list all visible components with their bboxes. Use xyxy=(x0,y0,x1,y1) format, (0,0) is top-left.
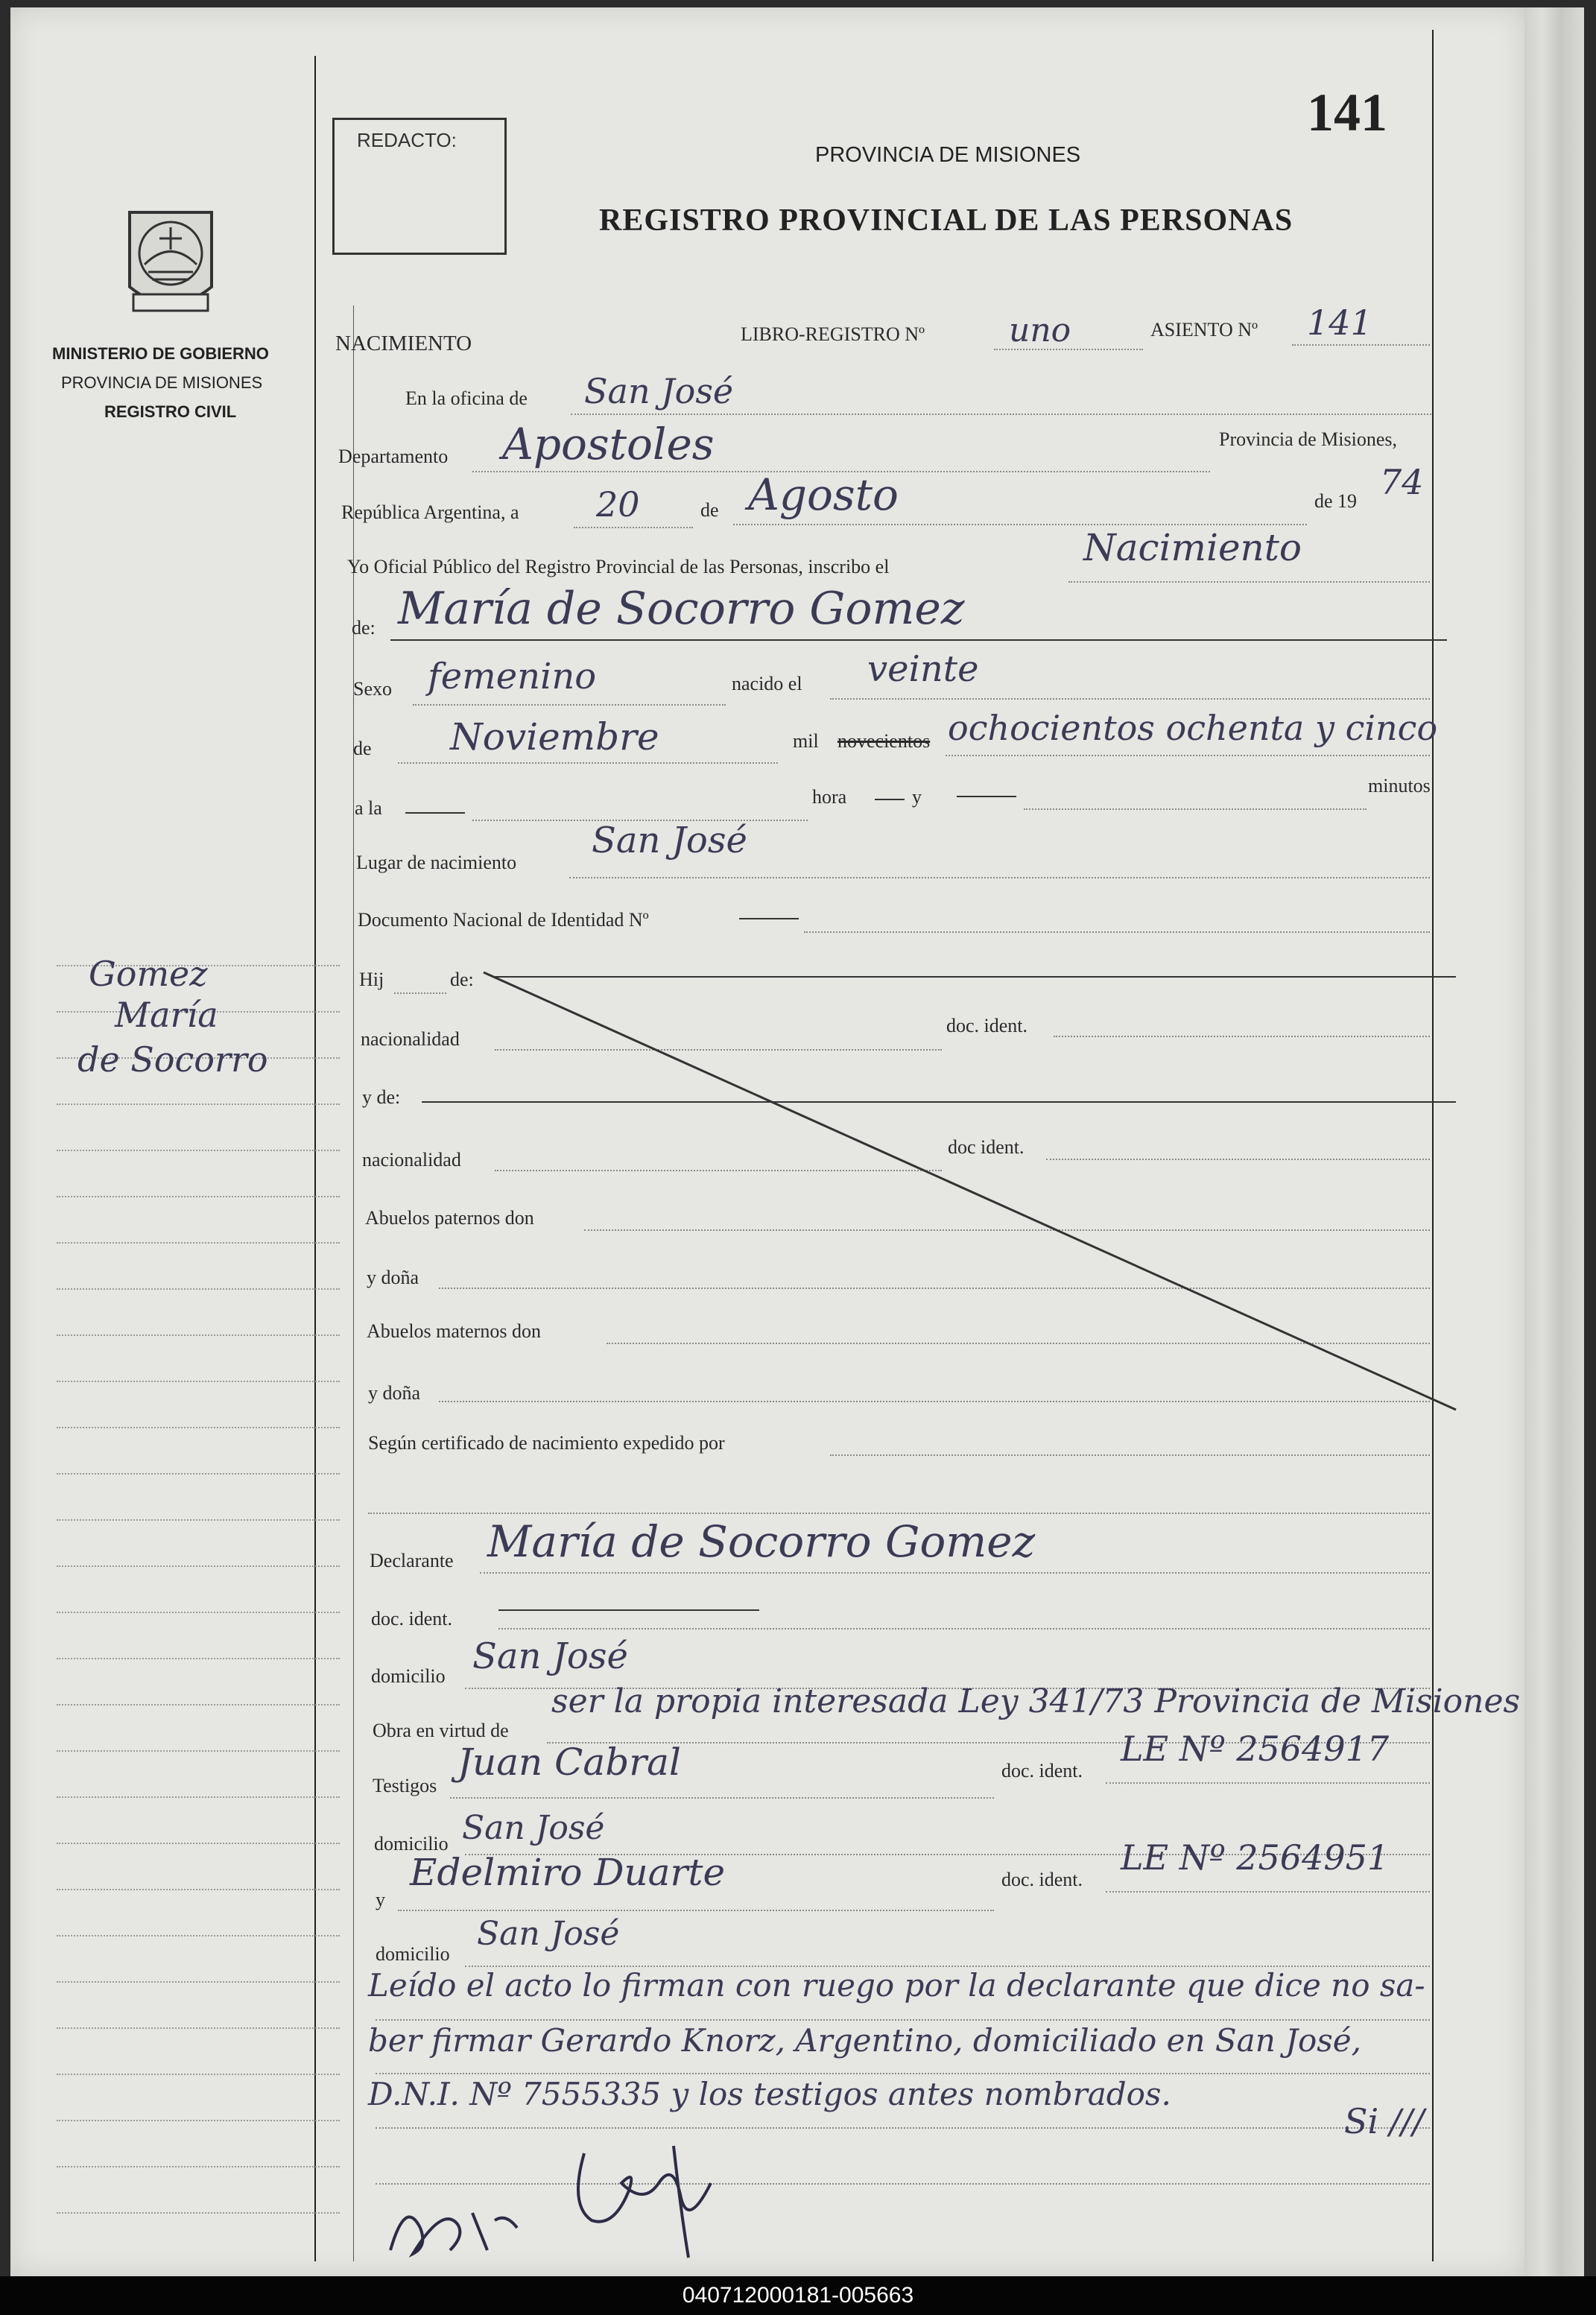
mil-struck-label: novecientos xyxy=(837,730,931,752)
registry-title: REGISTRO PROVINCIAL DE LAS PERSONAS xyxy=(599,203,1293,238)
asiento-value: 141 xyxy=(1307,303,1372,343)
redacto-box xyxy=(332,118,507,255)
province-heading: PROVINCIA DE MISIONES xyxy=(815,143,1081,167)
doc-ident-testigo2-label: doc. ident. xyxy=(1001,1869,1083,1890)
civil-registry-label: REGISTRO CIVIL xyxy=(104,402,237,421)
hij-de-label: de: xyxy=(450,969,474,990)
sidebar-ruled-line xyxy=(57,1196,340,1197)
abuelos-paternos-label: Abuelos paternos don xyxy=(365,1207,534,1229)
departamento-value: Apostoles xyxy=(502,419,715,469)
sidebar-ruled-line xyxy=(57,1103,340,1105)
sidebar-ruled-line xyxy=(57,2027,340,2029)
doc-ident-label-2: doc ident. xyxy=(948,1136,1025,1158)
domicilio-label-2: domicilio xyxy=(374,1833,449,1855)
sidebar-province-label: PROVINCIA DE MISIONES xyxy=(61,373,263,392)
minutos-label: minutos xyxy=(1368,775,1431,797)
mes-nacimiento-value: Noviembre xyxy=(450,715,659,759)
sidebar-ruled-line xyxy=(57,1427,340,1428)
y-label: y xyxy=(912,786,922,808)
republica-label: República Argentina, a xyxy=(341,501,519,523)
sidebar-ruled-line xyxy=(57,1889,340,1890)
provincia-label: Provincia de Misiones, xyxy=(1219,428,1398,450)
testigo1-value: Juan Cabral xyxy=(457,1741,681,1784)
sidebar-ruled-line xyxy=(57,1565,340,1567)
documento-label: Documento Nacional de Identidad Nº xyxy=(358,909,649,931)
y-testigo-label: y xyxy=(376,1889,385,1910)
domicilio-label-1: domicilio xyxy=(371,1665,446,1687)
margin-note-second-name: de Socorro xyxy=(77,1039,268,1080)
sidebar-ruled-line xyxy=(57,1473,340,1475)
mil-label: mil xyxy=(793,730,819,752)
inscribo-value: Nacimiento xyxy=(1083,526,1302,569)
nacido-value: veinte xyxy=(867,648,979,690)
nacimiento-label: NACIMIENTO xyxy=(335,332,472,355)
testigo2-domicilio-value: San José xyxy=(477,1915,620,1953)
closing-line-1: Leído el acto lo firman con ruego por la declarante que dice no sa- xyxy=(368,1967,1425,2004)
sexo-value: femenino xyxy=(428,656,597,697)
oficina-value: San José xyxy=(584,371,734,411)
certificado-label: Según certificado de nacimiento expedido por xyxy=(368,1432,725,1454)
scan-id-footer: 040712000181-005663 xyxy=(0,2276,1596,2315)
ministry-label: MINISTERIO DE GOBIERNO xyxy=(52,344,269,363)
sidebar-ruled-line xyxy=(57,1612,340,1613)
sidebar-ruled-line xyxy=(57,1843,340,1844)
testigo2-value: Edelmiro Duarte xyxy=(410,1851,726,1894)
mes-value: Agosto xyxy=(748,469,899,520)
y-de-label: y de: xyxy=(362,1086,401,1108)
dia-value: 20 xyxy=(596,484,640,525)
nombre-value: María de Socorro Gomez xyxy=(398,583,965,635)
sidebar-ruled-line xyxy=(57,1704,340,1706)
official-signature xyxy=(376,2183,539,2265)
abuelos-maternos-label: Abuelos maternos don xyxy=(367,1320,541,1342)
sidebar-ruled-line xyxy=(57,2074,340,2075)
lugar-value: San José xyxy=(592,820,747,861)
obra-label: Obra en virtud de xyxy=(373,1720,509,1741)
declarante-label: Declarante xyxy=(370,1550,454,1571)
y-dona-label-1: y doña xyxy=(367,1267,419,1288)
sidebar-ruled-line xyxy=(57,1242,340,1244)
obra-value: ser la propia interesada Ley 341/73 Provincia de Misiones xyxy=(551,1682,1521,1720)
y-dona-label-2: y doña xyxy=(368,1382,421,1404)
asiento-label: ASIENTO Nº xyxy=(1150,319,1258,341)
hora-label: hora xyxy=(812,786,847,808)
testigo1-doc-value: LE Nº 2564917 xyxy=(1121,1729,1390,1769)
nacido-label: nacido el xyxy=(732,673,802,694)
de-label-1: de xyxy=(700,499,719,521)
sidebar-ruled-line xyxy=(57,1150,340,1151)
declarante-value: María de Socorro Gomez xyxy=(487,1516,1036,1567)
lugar-label: Lugar de nacimiento xyxy=(356,852,517,873)
sidebar-ruled-line xyxy=(57,1288,340,1290)
testigos-label: Testigos xyxy=(373,1775,437,1796)
doc-ident-declarante-label: doc. ident. xyxy=(371,1608,453,1630)
margin-note-first-name: María xyxy=(115,995,218,1035)
hij-label: Hij xyxy=(359,969,384,990)
doc-ident-label-1: doc. ident. xyxy=(946,1015,1028,1036)
margin-note-surname: Gomez xyxy=(89,954,208,994)
left-column-rule xyxy=(314,56,316,2261)
sidebar-ruled-line xyxy=(57,1519,340,1521)
testigo2-doc-value: LE Nº 2564951 xyxy=(1121,1837,1390,1878)
domicilio-label-3: domicilio xyxy=(376,1943,450,1965)
de-label-2: de xyxy=(353,738,372,759)
sidebar-ruled-line xyxy=(57,1381,340,1382)
nacionalidad-label-2: nacionalidad xyxy=(362,1149,461,1171)
anio-nacimiento-value: ochocientos ochenta y cinco xyxy=(948,708,1438,748)
sidebar-ruled-line xyxy=(57,1750,340,1752)
testigo1-domicilio-value: San José xyxy=(462,1809,605,1847)
redacto-label: REDACTO: xyxy=(357,129,457,151)
oficina-label: En la oficina de xyxy=(405,387,528,409)
libro-registro-value: uno xyxy=(1009,311,1071,349)
a-la-label: a la xyxy=(355,797,382,819)
doc-ident-testigo1-label: doc. ident. xyxy=(1001,1760,1083,1782)
domicilio-declarante-value: San José xyxy=(472,1635,628,1677)
provincial-seal-icon xyxy=(115,197,227,324)
departamento-label: Departamento xyxy=(338,446,449,467)
anio-value: 74 xyxy=(1380,462,1424,502)
sexo-label: Sexo xyxy=(353,678,392,700)
cancellation-line xyxy=(480,969,1463,1416)
closing-line-3: D.N.I. Nº 7555335 y los testigos antes nombrados. xyxy=(368,2076,1171,2112)
sidebar-ruled-line xyxy=(57,1935,340,1936)
si-note: Si /// xyxy=(1344,2101,1425,2141)
sidebar-ruled-line xyxy=(57,2166,340,2167)
de-19-label: de 19 xyxy=(1314,490,1358,512)
libro-registro-label: LIBRO-REGISTRO Nº xyxy=(741,323,925,345)
inner-margin-rule xyxy=(353,305,354,2261)
ruego-signature xyxy=(562,2138,741,2265)
register-page xyxy=(10,7,1524,2276)
sidebar-ruled-line xyxy=(57,1981,340,1983)
sidebar-ruled-line xyxy=(57,2212,340,2214)
page-number: 141 xyxy=(1307,83,1387,142)
sidebar-ruled-line xyxy=(57,1658,340,1659)
closing-line-2: ber firmar Gerardo Knorz, Argentino, domiciliado en San José, xyxy=(368,2022,1362,2059)
page-edge xyxy=(1524,7,1584,2276)
sidebar-ruled-line xyxy=(57,1334,340,1336)
sidebar-ruled-line xyxy=(57,1796,340,1798)
nacionalidad-label-1: nacionalidad xyxy=(361,1028,460,1050)
sidebar-ruled-line xyxy=(57,2120,340,2121)
de-colon-label: de: xyxy=(352,617,376,639)
oficial-statement: Yo Oficial Público del Registro Provincial de las Personas, inscribo el xyxy=(347,556,890,577)
